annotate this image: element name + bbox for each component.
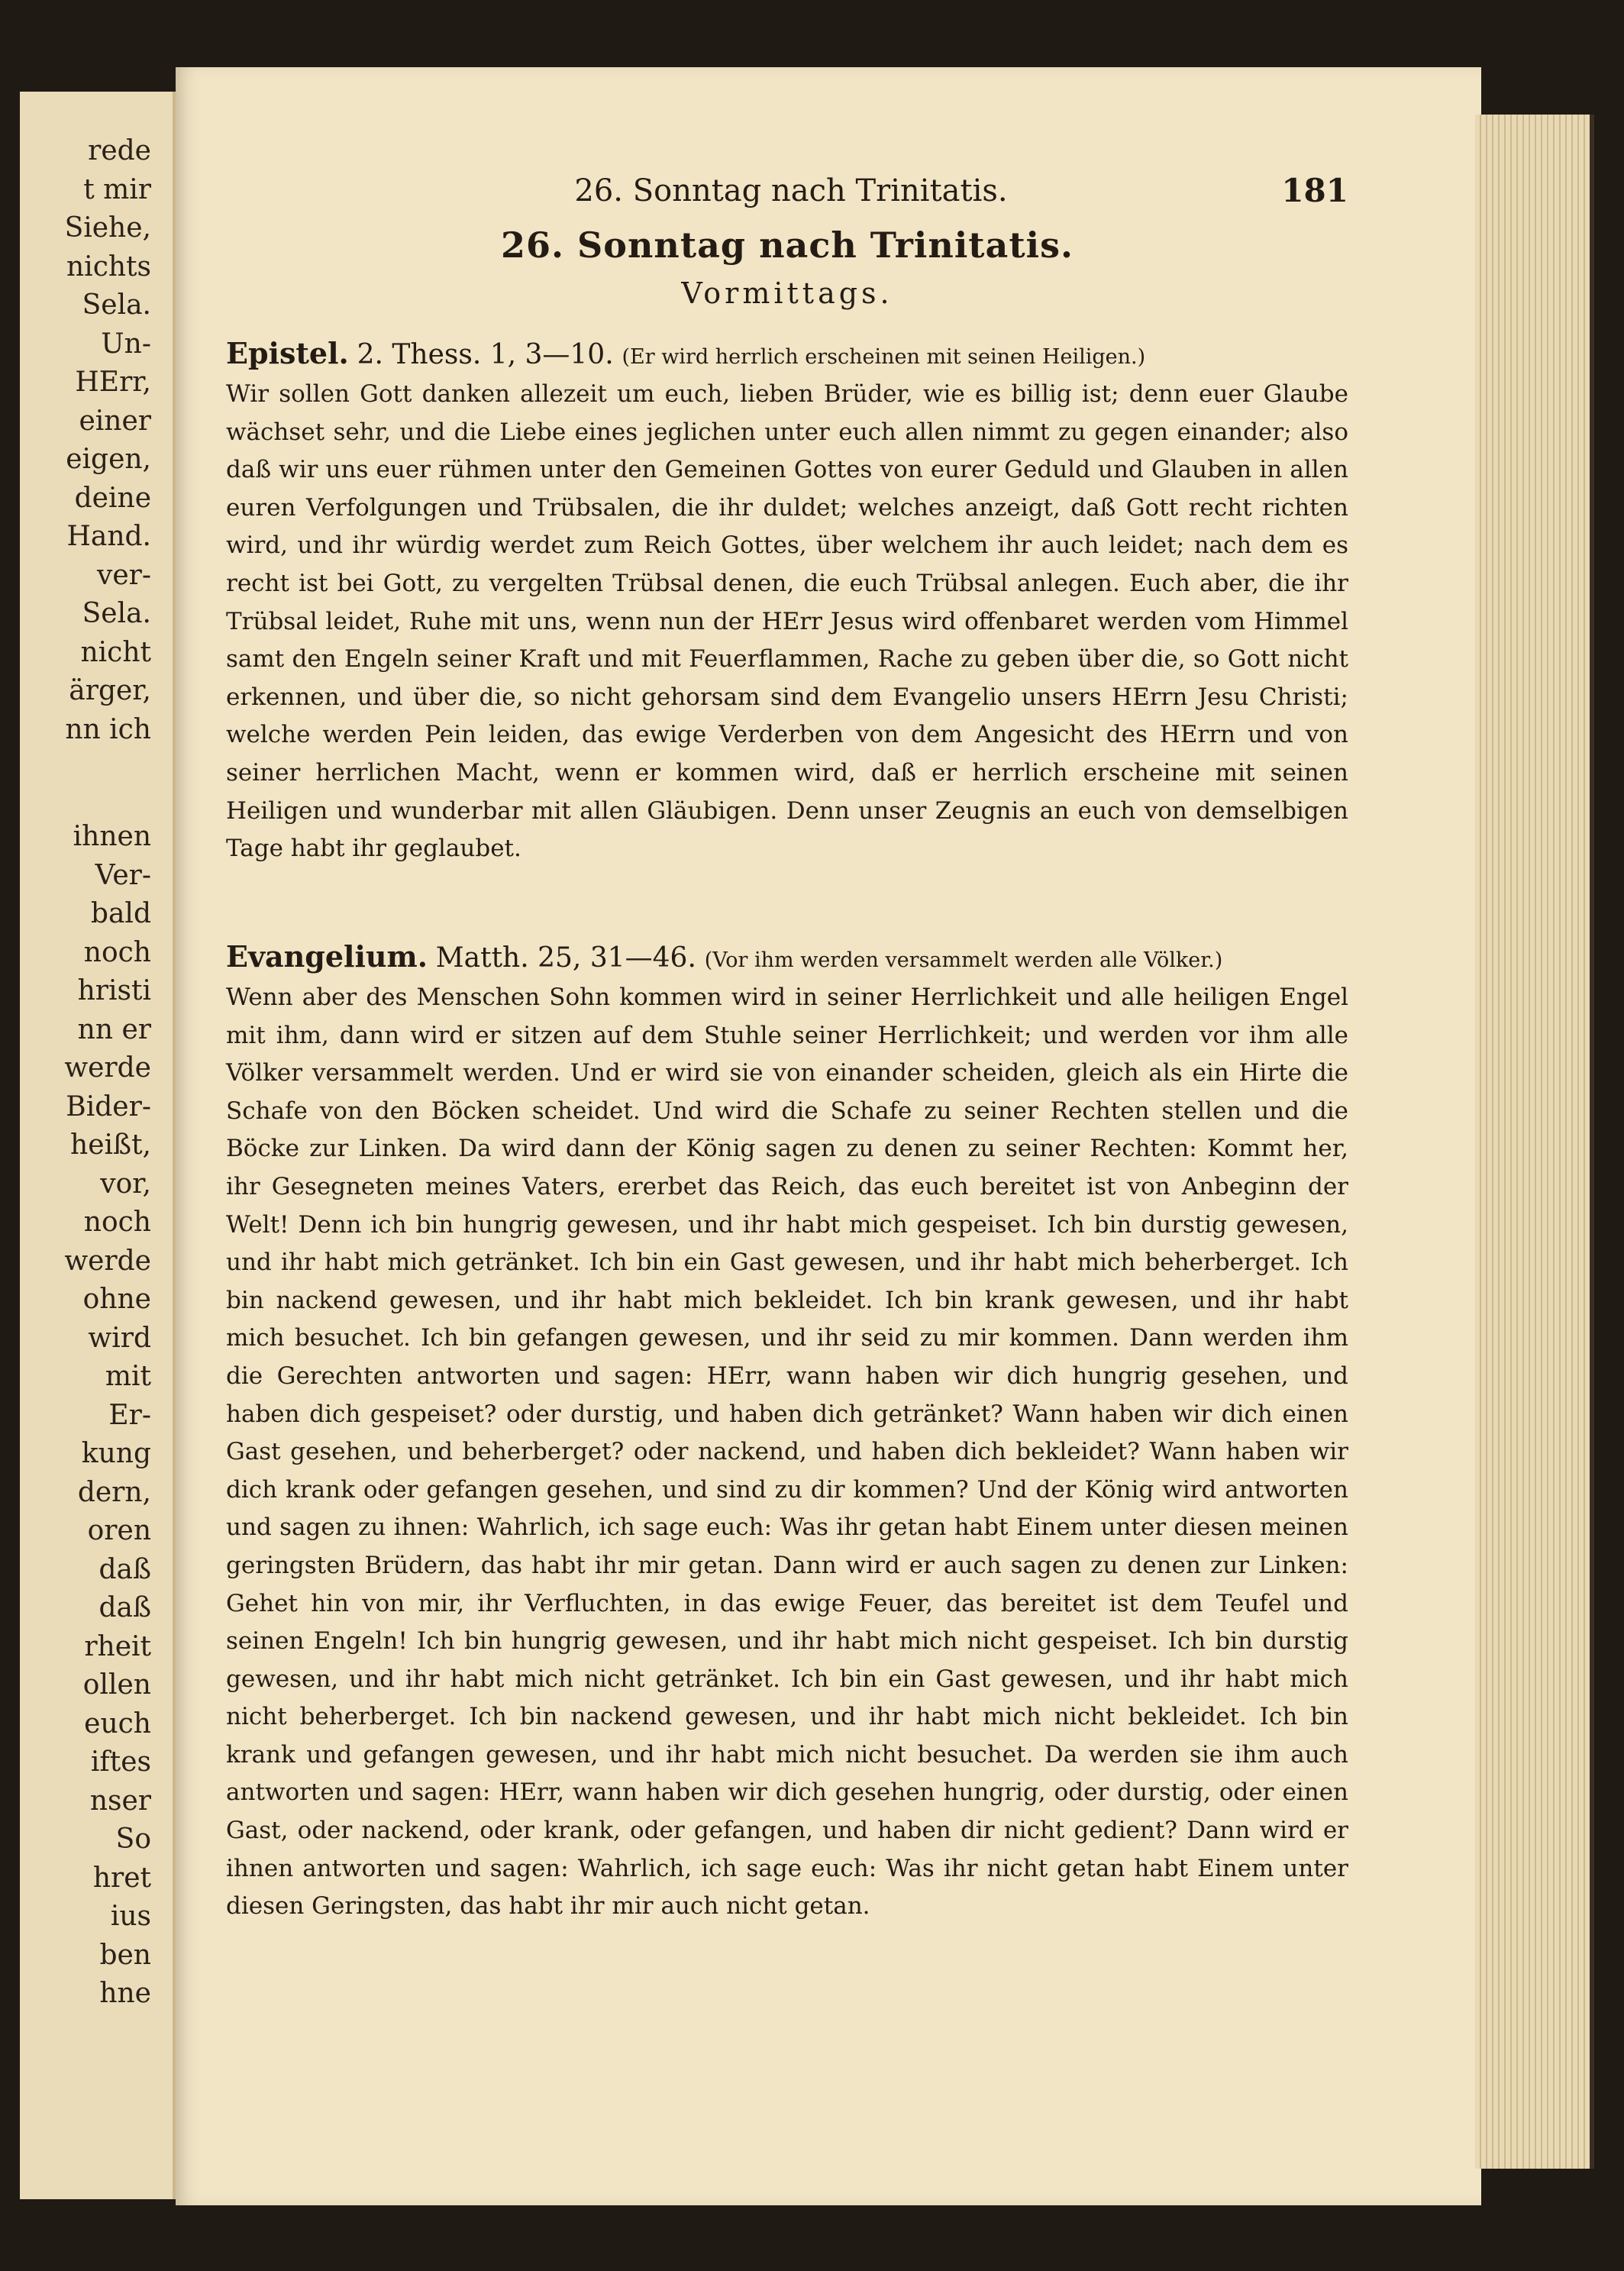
left-margin-fragment: Sela. bbox=[82, 598, 151, 629]
left-margin-fragment: noch bbox=[83, 936, 151, 968]
left-margin-fragment: euch bbox=[84, 1707, 151, 1740]
left-margin-fragment: Er- bbox=[108, 1399, 151, 1431]
left-margin-fragment: nn er bbox=[77, 1013, 151, 1045]
epistle-note: (Er wird herrlich erscheinen mit seinen Heiligen.) bbox=[622, 345, 1146, 369]
left-margin-fragment: hristi bbox=[77, 975, 151, 1006]
left-margin-fragment: Hand. bbox=[66, 521, 151, 552]
left-page-edge bbox=[20, 92, 173, 2199]
left-margin-fragment: nser bbox=[89, 1785, 151, 1817]
left-margin-fragment: daß bbox=[98, 1553, 151, 1585]
left-margin-fragment: HErr, bbox=[75, 367, 151, 398]
left-margin-fragment: t mir bbox=[83, 173, 151, 205]
page-title: 26. Sonntag nach Trinitatis. bbox=[501, 225, 1074, 266]
left-margin-fragment: noch bbox=[83, 1207, 151, 1238]
epistle-text: Wir sollen Gott danken allezeit um euch, lieben Brüder, wie es billig ist; denn euer Glaube wächset sehr, und die Liebe eines jeglichen unter euch allen nimmt zu gegen einander; also daß wir uns euer rühmen unter den Gemeinen Gottes von eurer Geduld und Glauben in allen euren Verfolgungen und Trübsalen, die ihr duldet; welches anzeigt, daß Gott recht richten wird, und ihr würdig werdet zum Reich Gottes, über welchem ihr auch leidet; nach dem es recht ist bei Gott, zu vergelten Trübsal denen, die euch Trübsal anlegen. Euch aber, die ihr Trübsal leidet, Ruhe mit uns, wenn nun der HErr Jesus wird offenbaret werden vom Himmel samt den Engeln seiner Kraft und mit Feuerflammen, Rache zu geben über die, so Gott nicht erkennen, und über die, so nicht gehorsam sind dem Evangelio unsers HErrn Jesu Christi; welche werden Pein leiden, das ewige Verderben von dem Angesicht des HErrn und von seiner herrlichen Macht, wenn er kommen wird, daß er herrlich erscheine mit seinen Heiligen und wunderbar mit allen Gläubigen. Denn unser Zeugnis an euch von demselbigen Tage habt ihr geglaubet. bbox=[226, 380, 1348, 863]
gospel-note: (Vor ihm werden versammelt werden alle Völker.) bbox=[704, 948, 1223, 972]
left-margin-fragment: deine bbox=[74, 482, 151, 514]
left-margin-fragment: ollen bbox=[82, 1669, 151, 1701]
left-margin-fragment: wird bbox=[88, 1322, 151, 1354]
left-margin-fragment: werde bbox=[64, 1052, 151, 1084]
left-margin-fragment: eigen, bbox=[66, 444, 151, 475]
left-margin-fragment: hret bbox=[92, 1862, 151, 1894]
left-margin-fragment: daß bbox=[98, 1592, 151, 1623]
page-edges bbox=[1475, 115, 1594, 2169]
epistle-reference: 2. Thess. 1, 3—10. bbox=[357, 339, 614, 370]
left-margin-fragment: ver- bbox=[96, 559, 151, 591]
left-margin-fragment: oren bbox=[87, 1515, 151, 1546]
left-margin-fragment: mit bbox=[105, 1361, 151, 1392]
left-margin-fragment: dern, bbox=[77, 1476, 151, 1508]
epistle-label: Epistel. bbox=[226, 336, 349, 370]
left-margin-fragment: nn ich bbox=[65, 713, 151, 745]
left-margin-fragment: ohne bbox=[82, 1284, 151, 1315]
gospel-reference: Matth. 25, 31—46. bbox=[435, 942, 696, 974]
left-margin-fragment: Ver- bbox=[95, 859, 151, 891]
left-margin-fragment: nicht bbox=[80, 636, 151, 668]
left-margin-fragment: ius bbox=[110, 1901, 151, 1932]
left-margin-fragment: heißt, bbox=[70, 1129, 151, 1161]
left-margin-fragment: vor, bbox=[100, 1168, 151, 1200]
gospel-text: Wenn aber des Menschen Sohn kommen wird in seiner Herrlichkeit und alle heiligen Engel mit ihm, dann wird er sitzen auf dem Stuhle seiner Herrlichkeit; und werden vor ihm alle Völker versammelt werden. Und er wird sie von einander scheiden, gleich als ein Hirte die Schafe von den Böcken scheidet. Und wird die Schafe zu seiner Rechten stellen und die Böcke zur Linken. Da wird dann der König sagen zu denen zu seiner Rechten: Kommt her, ihr Gesegneten meines Vaters, ererbet das Reich, das euch bereitet ist von Anbeginn der Welt! Denn ich bin hungrig gewesen, und ihr habt mich gespeiset. Ich bin durstig gewesen, und ihr habt mich getränket. Ich bin ein Gast gewesen, und ihr habt mich beherberget. Ich bin nackend gewesen, und ihr habt mich bekleidet. Ich bin krank gewesen, und ihr habt mich besuchet. Ich bin gefangen gewesen, und ihr seid zu mir kommen. Dann werden ihm die Gerechten antworten und sagen: HErr, wann haben wir dich hungrig gesehen, und haben dich gespeiset? oder durstig, und haben dich getränket? Wann haben wir dich einen Gast gesehen, und beherberget? oder nackend, und haben dich bekleidet? Wann haben wir dich krank oder gefangen gesehen, und sind zu dir kommen? Und der König wird antworten und sagen zu ihnen: Wahrlich, ich sage euch: Was ihr getan habt Einem unter diesen meinen geringsten Brüdern, das habt ihr mir getan. Dann wird er auch sagen zu denen zur Linken: Gehet hin von mir, ihr Verfluchten, in das ewige Feuer, das bereitet ist dem Teufel und seinen Engeln! Ich bin hungrig gewesen, und ihr habt mich nicht gespeiset. Ich bin durstig gewesen, und ihr habt mich nicht getränket. Ich bin ein Gast gewesen, und ihr habt mich nicht beherberget. Ich bin nackend gewesen, und ihr habt mich nicht bekleidet. Ich bin krank und gefangen gewesen, und ihr habt mich nicht besuchet. Da werden sie ihm auch antworten und sagen: HErr, wann haben wir dich gesehen hungrig, oder durstig, oder einen Gast, oder nackend, oder krank, oder gefangen, und haben dir nicht gedient? Dann wird er ihnen antworten und sagen: Wahrlich, ich sage euch: Was ihr nicht getan habt Einem unter diesen Geringsten, das habt ihr mir auch nicht getan. bbox=[226, 984, 1348, 1920]
left-margin-fragment: kung bbox=[81, 1438, 151, 1469]
left-margin-fragment: Siehe, bbox=[64, 212, 151, 244]
page-subtitle: Vormittags. bbox=[681, 276, 893, 310]
left-margin-fragment: hne bbox=[99, 1978, 151, 2009]
left-margin-fragment: ben bbox=[99, 1939, 151, 1971]
left-margin-fragment: Sela. bbox=[82, 289, 151, 321]
running-title: 26. Sonntag nach Trinitatis. bbox=[574, 173, 1008, 208]
left-margin-fragment: werde bbox=[64, 1245, 151, 1277]
left-margin-fragment: einer bbox=[79, 405, 151, 437]
left-margin-fragment: rede bbox=[88, 135, 151, 166]
left-margin-fragment: Un- bbox=[101, 328, 151, 360]
left-margin-fragment: iftes bbox=[90, 1746, 151, 1778]
left-margin-fragment: nichts bbox=[66, 250, 151, 283]
gospel-heading bbox=[226, 938, 1348, 980]
left-margin-fragment: Bider- bbox=[66, 1090, 151, 1123]
left-margin-fragment: rheit bbox=[84, 1630, 151, 1662]
page-number: 181 bbox=[1281, 172, 1348, 209]
epistle-heading bbox=[226, 334, 1348, 376]
gospel-label: Evangelium. bbox=[226, 939, 428, 974]
left-margin-fragment: ihnen bbox=[73, 821, 151, 852]
left-margin-fragment: So bbox=[115, 1824, 151, 1855]
left-margin-fragment: ärger, bbox=[69, 675, 151, 706]
left-margin-fragment: bald bbox=[90, 898, 151, 929]
